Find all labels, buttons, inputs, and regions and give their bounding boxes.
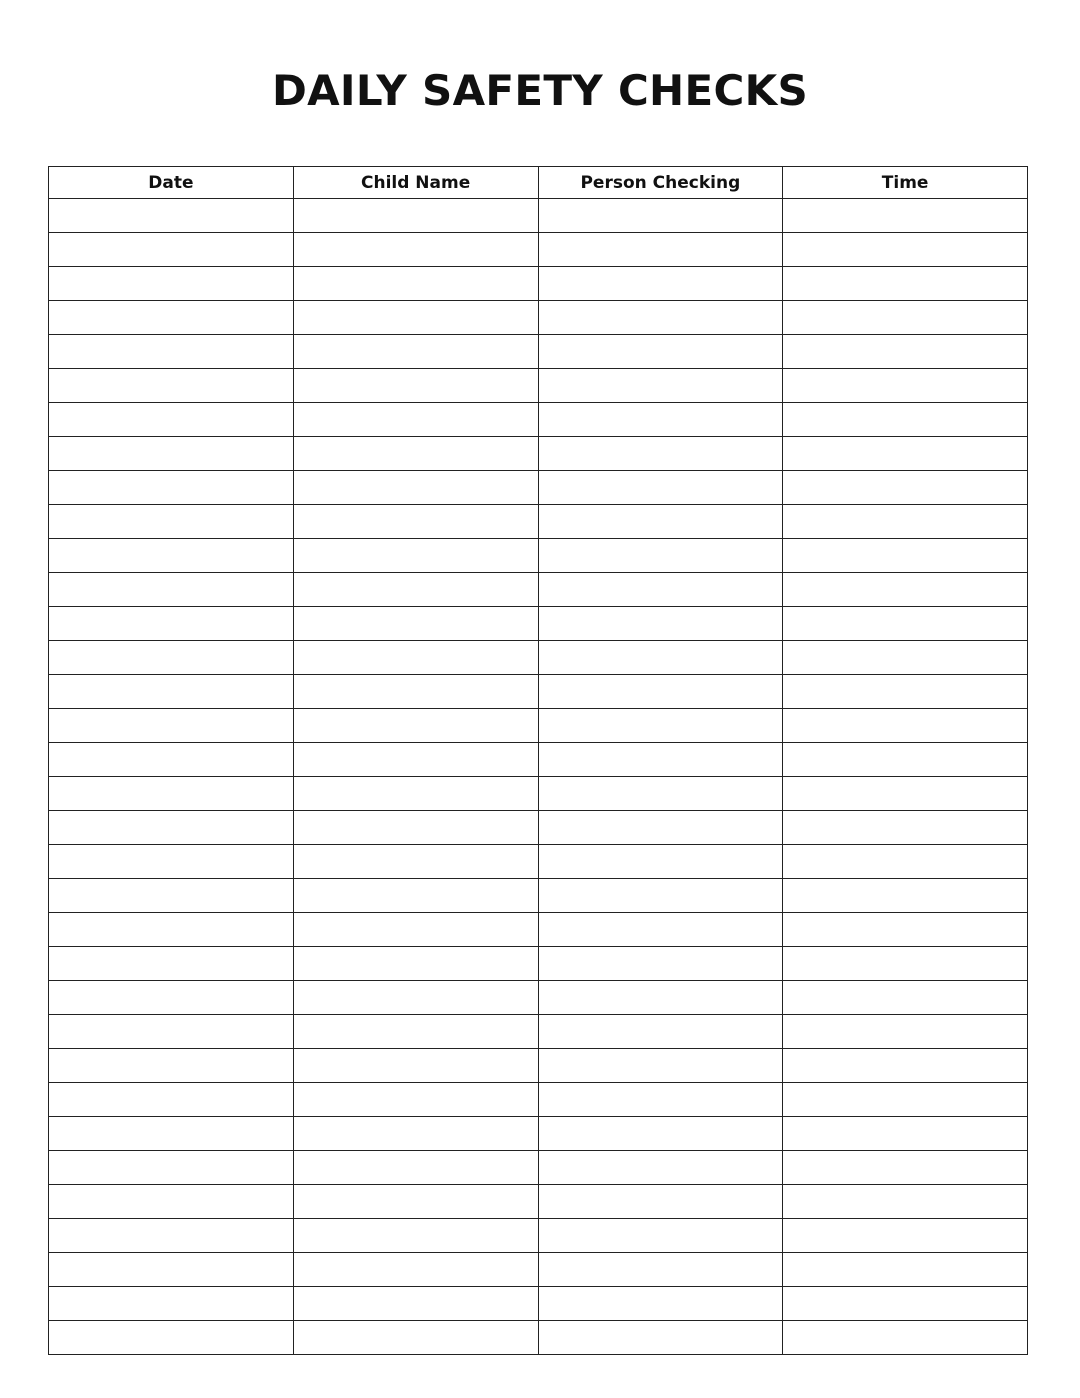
time-cell[interactable] — [783, 1049, 1028, 1083]
child-name-cell[interactable] — [293, 777, 538, 811]
person-checking-cell[interactable] — [538, 437, 783, 471]
table-row — [49, 1253, 1028, 1287]
person-checking-cell[interactable] — [538, 743, 783, 777]
date-cell[interactable] — [49, 199, 294, 233]
table-row — [49, 403, 1028, 437]
child-name-cell[interactable] — [293, 743, 538, 777]
child-name-cell[interactable] — [293, 811, 538, 845]
date-cell[interactable] — [49, 777, 294, 811]
time-cell[interactable] — [783, 403, 1028, 437]
child-name-cell[interactable] — [293, 607, 538, 641]
child-name-cell[interactable] — [293, 437, 538, 471]
child-name-cell[interactable] — [293, 1117, 538, 1151]
time-cell[interactable] — [783, 675, 1028, 709]
person-checking-cell[interactable] — [538, 335, 783, 369]
child-name-cell[interactable] — [293, 981, 538, 1015]
table-row — [49, 505, 1028, 539]
child-name-cell[interactable] — [293, 199, 538, 233]
time-cell[interactable] — [783, 879, 1028, 913]
table-row — [49, 845, 1028, 879]
column-header-person-checking: Person Checking — [538, 167, 783, 199]
table-row — [49, 743, 1028, 777]
person-checking-cell[interactable] — [538, 573, 783, 607]
table-row — [49, 913, 1028, 947]
date-cell[interactable] — [49, 845, 294, 879]
table-row — [49, 437, 1028, 471]
table-row — [49, 607, 1028, 641]
time-cell[interactable] — [783, 1253, 1028, 1287]
date-cell[interactable] — [49, 709, 294, 743]
child-name-cell[interactable] — [293, 369, 538, 403]
child-name-cell[interactable] — [293, 301, 538, 335]
time-cell[interactable] — [783, 267, 1028, 301]
person-checking-cell[interactable] — [538, 675, 783, 709]
date-cell[interactable] — [49, 1083, 294, 1117]
table-row — [49, 1015, 1028, 1049]
table-row — [49, 811, 1028, 845]
person-checking-cell[interactable] — [538, 267, 783, 301]
time-cell[interactable] — [783, 641, 1028, 675]
date-cell[interactable] — [49, 913, 294, 947]
safety-check-table — [48, 166, 1028, 1355]
child-name-cell[interactable] — [293, 1287, 538, 1321]
table-row — [49, 573, 1028, 607]
table-body — [49, 199, 1028, 1355]
table-row — [49, 777, 1028, 811]
person-checking-cell[interactable] — [538, 1049, 783, 1083]
child-name-cell[interactable] — [293, 335, 538, 369]
child-name-cell[interactable] — [293, 641, 538, 675]
date-cell[interactable] — [49, 233, 294, 267]
table-header-row — [49, 167, 1028, 199]
date-cell[interactable] — [49, 1287, 294, 1321]
date-cell[interactable] — [49, 607, 294, 641]
date-cell[interactable] — [49, 879, 294, 913]
table-row — [49, 879, 1028, 913]
person-checking-cell[interactable] — [538, 539, 783, 573]
date-cell[interactable] — [49, 1117, 294, 1151]
table-row — [49, 301, 1028, 335]
person-checking-cell[interactable] — [538, 1219, 783, 1253]
person-checking-cell[interactable] — [538, 403, 783, 437]
time-cell[interactable] — [783, 1185, 1028, 1219]
child-name-cell[interactable] — [293, 267, 538, 301]
date-cell[interactable] — [49, 1151, 294, 1185]
child-name-cell[interactable] — [293, 539, 538, 573]
date-cell[interactable] — [49, 267, 294, 301]
time-cell[interactable] — [783, 573, 1028, 607]
date-cell[interactable] — [49, 403, 294, 437]
person-checking-cell[interactable] — [538, 845, 783, 879]
column-header-time: Time — [783, 167, 1028, 199]
child-name-cell[interactable] — [293, 233, 538, 267]
child-name-cell[interactable] — [293, 1321, 538, 1355]
table-row — [49, 1151, 1028, 1185]
date-cell[interactable] — [49, 1185, 294, 1219]
time-cell[interactable] — [783, 709, 1028, 743]
person-checking-cell[interactable] — [538, 777, 783, 811]
table-row — [49, 1185, 1028, 1219]
date-cell[interactable] — [49, 947, 294, 981]
table-row — [49, 539, 1028, 573]
time-cell[interactable] — [783, 1287, 1028, 1321]
date-cell[interactable] — [49, 641, 294, 675]
table-row — [49, 641, 1028, 675]
table-row — [49, 1321, 1028, 1355]
date-cell[interactable] — [49, 1015, 294, 1049]
person-checking-cell[interactable] — [538, 1151, 783, 1185]
table-row — [49, 1287, 1028, 1321]
time-cell[interactable] — [783, 369, 1028, 403]
date-cell[interactable] — [49, 573, 294, 607]
person-checking-cell[interactable] — [538, 471, 783, 505]
table-row — [49, 1049, 1028, 1083]
date-cell[interactable] — [49, 369, 294, 403]
time-cell[interactable] — [783, 437, 1028, 471]
child-name-cell[interactable] — [293, 573, 538, 607]
child-name-cell[interactable] — [293, 1083, 538, 1117]
date-cell[interactable] — [49, 981, 294, 1015]
time-cell[interactable] — [783, 1117, 1028, 1151]
table-row — [49, 1219, 1028, 1253]
table-row — [49, 471, 1028, 505]
person-checking-cell[interactable] — [538, 641, 783, 675]
person-checking-cell[interactable] — [538, 607, 783, 641]
time-cell[interactable] — [783, 505, 1028, 539]
time-cell[interactable] — [783, 981, 1028, 1015]
person-checking-cell[interactable] — [538, 709, 783, 743]
time-cell[interactable] — [783, 233, 1028, 267]
person-checking-cell[interactable] — [538, 913, 783, 947]
child-name-cell[interactable] — [293, 709, 538, 743]
time-cell[interactable] — [783, 1015, 1028, 1049]
child-name-cell[interactable] — [293, 1185, 538, 1219]
time-cell[interactable] — [783, 539, 1028, 573]
date-cell[interactable] — [49, 743, 294, 777]
person-checking-cell[interactable] — [538, 199, 783, 233]
child-name-cell[interactable] — [293, 879, 538, 913]
time-cell[interactable] — [783, 1321, 1028, 1355]
child-name-cell[interactable] — [293, 1253, 538, 1287]
table-row — [49, 233, 1028, 267]
person-checking-cell[interactable] — [538, 1083, 783, 1117]
person-checking-cell[interactable] — [538, 369, 783, 403]
child-name-cell[interactable] — [293, 913, 538, 947]
date-cell[interactable] — [49, 471, 294, 505]
person-checking-cell[interactable] — [538, 1287, 783, 1321]
table-row — [49, 369, 1028, 403]
date-cell[interactable] — [49, 1219, 294, 1253]
page-title: DAILY SAFETY CHECKS — [271, 66, 809, 115]
table-row — [49, 1117, 1028, 1151]
time-cell[interactable] — [783, 301, 1028, 335]
table-row — [49, 709, 1028, 743]
time-cell[interactable] — [783, 947, 1028, 981]
child-name-cell[interactable] — [293, 845, 538, 879]
column-header-date: Date — [49, 167, 294, 199]
time-cell[interactable] — [783, 743, 1028, 777]
child-name-cell[interactable] — [293, 1151, 538, 1185]
date-cell[interactable] — [49, 811, 294, 845]
date-cell[interactable] — [49, 675, 294, 709]
person-checking-cell[interactable] — [538, 811, 783, 845]
date-cell[interactable] — [49, 437, 294, 471]
child-name-cell[interactable] — [293, 505, 538, 539]
person-checking-cell[interactable] — [538, 1185, 783, 1219]
table-row — [49, 1083, 1028, 1117]
person-checking-cell[interactable] — [538, 505, 783, 539]
table-row — [49, 947, 1028, 981]
child-name-cell[interactable] — [293, 1049, 538, 1083]
table-row — [49, 267, 1028, 301]
time-cell[interactable] — [783, 811, 1028, 845]
table-row — [49, 675, 1028, 709]
table-row — [49, 335, 1028, 369]
time-cell[interactable] — [783, 199, 1028, 233]
person-checking-cell[interactable] — [538, 879, 783, 913]
column-header-child-name: Child Name — [293, 167, 538, 199]
person-checking-cell[interactable] — [538, 1117, 783, 1151]
child-name-cell[interactable] — [293, 675, 538, 709]
person-checking-cell[interactable] — [538, 233, 783, 267]
date-cell[interactable] — [49, 505, 294, 539]
date-cell[interactable] — [49, 1321, 294, 1355]
date-cell[interactable] — [49, 301, 294, 335]
time-cell[interactable] — [783, 1219, 1028, 1253]
person-checking-cell[interactable] — [538, 301, 783, 335]
child-name-cell[interactable] — [293, 1219, 538, 1253]
date-cell[interactable] — [49, 335, 294, 369]
date-cell[interactable] — [49, 539, 294, 573]
time-cell[interactable] — [783, 335, 1028, 369]
time-cell[interactable] — [783, 471, 1028, 505]
person-checking-cell[interactable] — [538, 1253, 783, 1287]
time-cell[interactable] — [783, 777, 1028, 811]
table-row — [49, 199, 1028, 233]
person-checking-cell[interactable] — [538, 981, 783, 1015]
person-checking-cell[interactable] — [538, 1015, 783, 1049]
table-row — [49, 981, 1028, 1015]
child-name-cell[interactable] — [293, 1015, 538, 1049]
time-cell[interactable] — [783, 1083, 1028, 1117]
child-name-cell[interactable] — [293, 403, 538, 437]
time-cell[interactable] — [783, 913, 1028, 947]
child-name-cell[interactable] — [293, 471, 538, 505]
person-checking-cell[interactable] — [538, 947, 783, 981]
time-cell[interactable] — [783, 845, 1028, 879]
date-cell[interactable] — [49, 1253, 294, 1287]
time-cell[interactable] — [783, 1151, 1028, 1185]
person-checking-cell[interactable] — [538, 1321, 783, 1355]
time-cell[interactable] — [783, 607, 1028, 641]
date-cell[interactable] — [49, 1049, 294, 1083]
child-name-cell[interactable] — [293, 947, 538, 981]
